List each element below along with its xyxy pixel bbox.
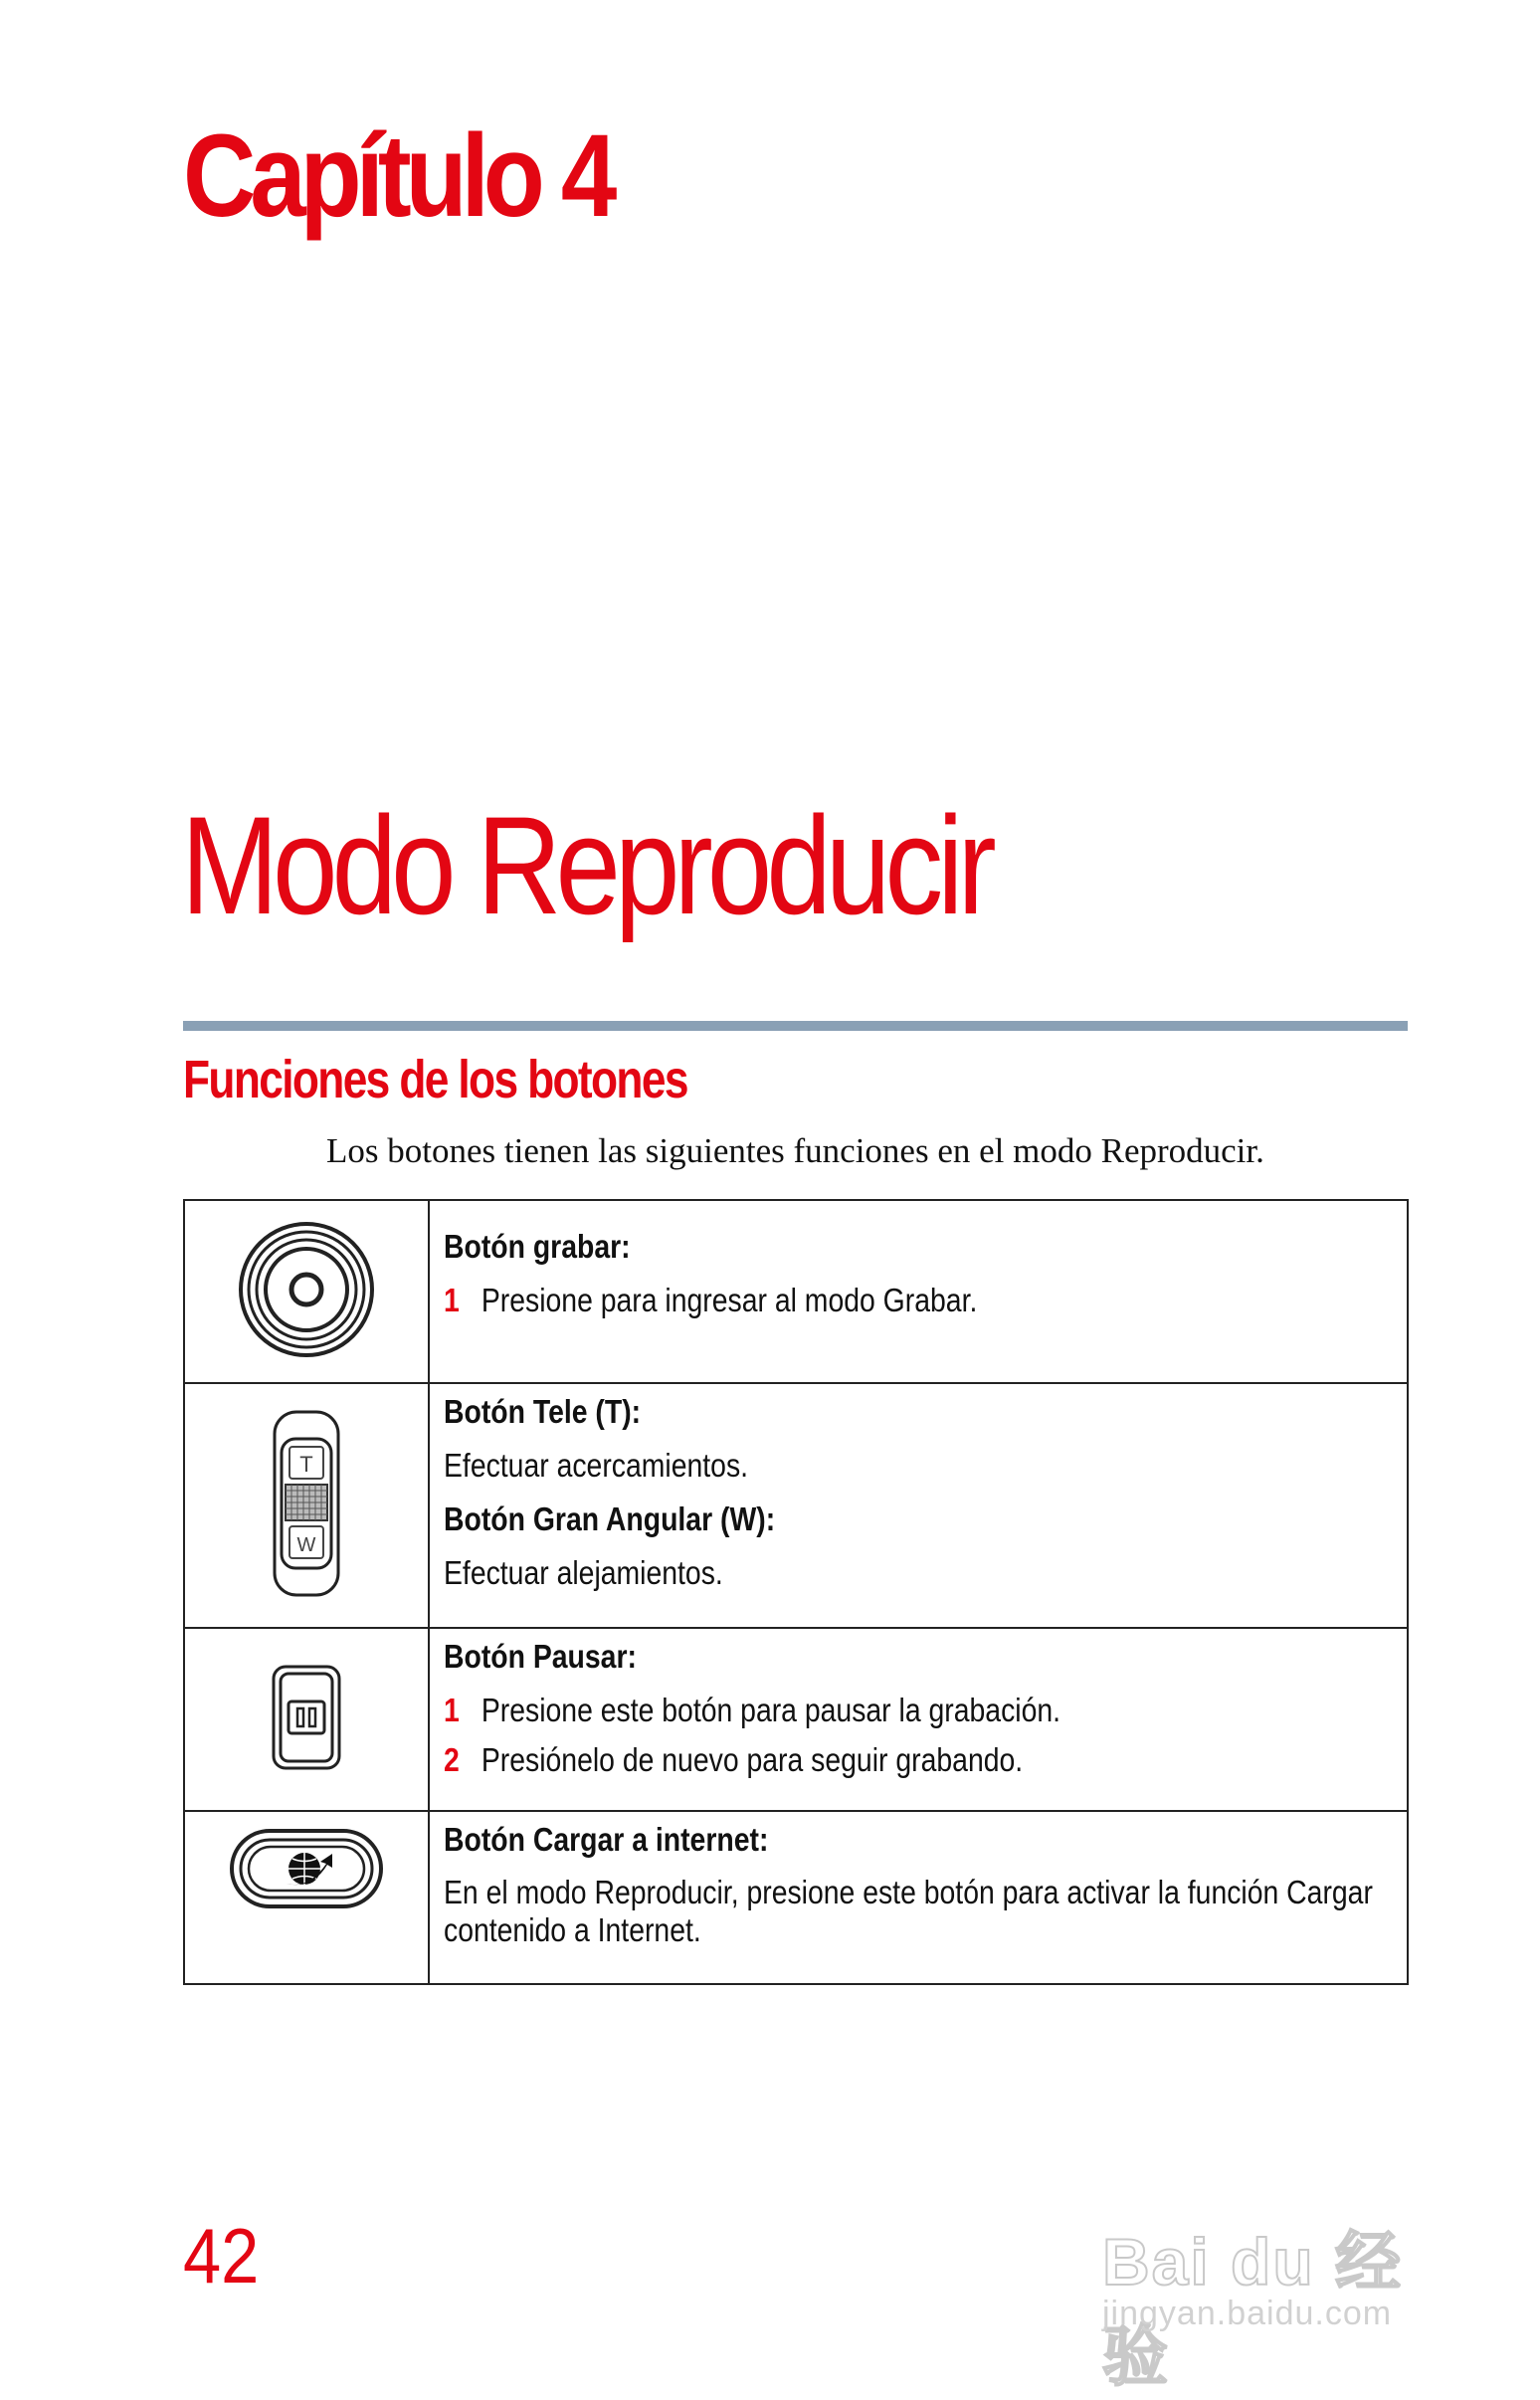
step-text: Presiónelo de nuevo para seguir grabando. [481,1741,1024,1778]
button-name: Botón Tele (T): [444,1393,642,1430]
record-button-icon [237,1220,376,1359]
table-row [184,1628,1408,1811]
section-heading: Funciones de los botones [183,1050,687,1109]
step-text: Presione este botón para pausar la grabación. [481,1692,1061,1728]
watermark-logo-text: Bai du 经验 [1102,2225,1404,2393]
tele-label: T [299,1451,313,1477]
description-cell [429,1383,1408,1628]
icon-cell [184,1811,429,1984]
step-number: 1 [444,1282,460,1318]
icon-cell [184,1200,429,1383]
button-name: Botón Gran Angular (W): [444,1500,776,1537]
step-number: 1 [444,1692,460,1728]
step-item [444,1281,1259,1320]
intro-paragraph: Los botones tienen las siguientes funciones en el modo Reproducir. [326,1131,1264,1170]
section-divider [183,1021,1408,1031]
page-title: Modo Reproducir [181,787,991,943]
page-number: 42 [183,2212,260,2300]
description-cell [429,1200,1408,1383]
watermark-url: jingyan.baidu.com [1102,2295,1393,2332]
button-name: Botón Cargar a internet: [444,1821,769,1858]
step-number: 2 [444,1741,460,1778]
description-cell [429,1628,1408,1811]
chapter-heading: Capítulo 4 [183,110,612,242]
button-description: En el modo Reproducir, presione este botón para activar la función Cargar contenido a Internet. [444,1874,1373,1948]
table-row [184,1200,1408,1383]
pause-button-icon [271,1664,342,1771]
table-row [184,1383,1408,1628]
button-description: Efectuar acercamientos. [444,1447,749,1484]
table-row [184,1811,1408,1984]
button-name: Botón grabar: [444,1228,631,1265]
watermark [1102,2179,1460,2393]
internet-upload-button-icon [229,1828,384,1909]
icon-cell [184,1628,429,1811]
button-description: Efectuar alejamientos. [444,1554,723,1591]
icon-cell [184,1383,429,1628]
zoom-tele-wide-icon [272,1409,341,1598]
step-item [444,1740,1259,1780]
description-cell [429,1811,1408,1984]
step-item [444,1691,1259,1730]
wide-label: W [296,1533,316,1556]
step-text: Presione para ingresar al modo Grabar. [481,1282,978,1318]
button-functions-table [183,1199,1409,1985]
button-name: Botón Pausar: [444,1638,637,1675]
